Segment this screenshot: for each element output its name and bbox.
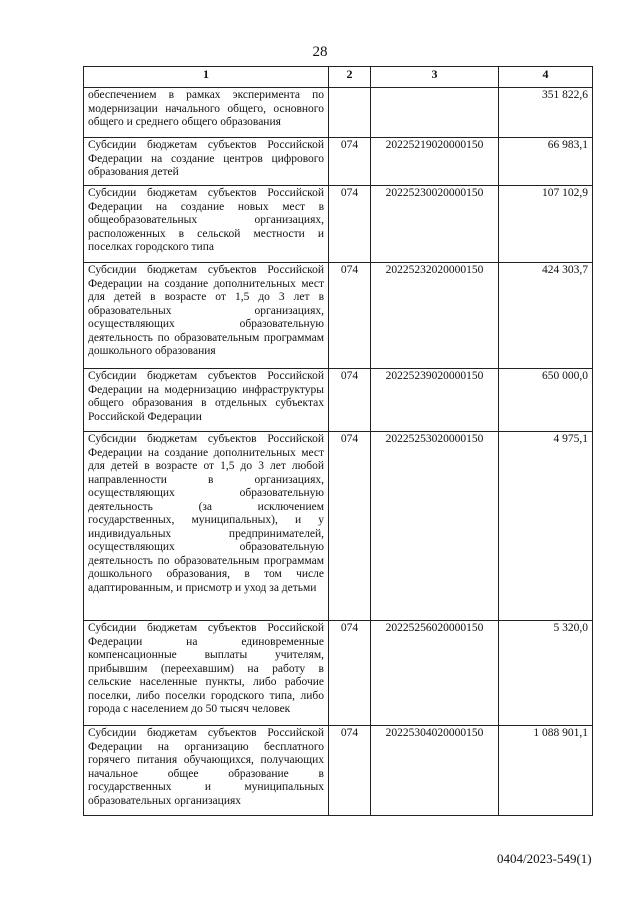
row-description: Субсидии бюджетам субъектов Российской Федерации на создание центров цифрового образования детей [84, 138, 329, 186]
table-row [84, 88, 593, 138]
row-admin-code: 074 [329, 263, 371, 369]
table-row [84, 726, 593, 816]
row-amount: 4 975,1 [499, 432, 593, 621]
row-description: Субсидии бюджетам субъектов Российской Федерации на создание дополнительных мест для детей в возрасте от 1,5 до 3 лет любой направленности в организациях, осуществляющих образовательную деятельность (за исключением государственных, муниципальных), и у индивидуальных предпринимателей, осуществляющих образовательную деятельность по образовательным программам дошкольного образования, в том числе адаптированным, и присмотр и уход за детьми [84, 432, 329, 621]
row-admin-code: 074 [329, 186, 371, 263]
row-amount: 1 088 901,1 [499, 726, 593, 816]
table-row [84, 186, 593, 263]
row-revenue-code: 20225253020000150 [371, 432, 499, 621]
page-number: 28 [312, 44, 328, 60]
column-header-3: 3 [371, 67, 499, 88]
column-header-1: 1 [84, 67, 329, 88]
row-revenue-code: 20225304020000150 [371, 726, 499, 816]
table-row [84, 369, 593, 432]
row-description: Субсидии бюджетам субъектов Российской Федерации на модернизацию инфраструктуры общего образования в отдельных субъектах Российской Федерации [84, 369, 329, 432]
row-admin-code: 074 [329, 621, 371, 726]
budget-revenue-table [83, 66, 593, 816]
row-amount: 5 320,0 [499, 621, 593, 726]
table-row [84, 263, 593, 369]
row-revenue-code: 20225232020000150 [371, 263, 499, 369]
row-amount: 107 102,9 [499, 186, 593, 263]
table-header-row [84, 67, 593, 88]
row-revenue-code [371, 88, 499, 138]
row-description: Субсидии бюджетам субъектов Российской Федерации на единовременные компенсационные выплаты учителям, прибывшим (переехавшим) на работу в сельские населенные пункты, либо рабочие поселки, либо поселки городского типа, либо города с населением до 50 тысяч человек [84, 621, 329, 726]
row-description: обеспечением в рамках эксперимента по модернизации начального общего, основного общего и среднего общего образования [84, 88, 329, 138]
row-revenue-code: 20225219020000150 [371, 138, 499, 186]
document-footer-code: 0404/2023-549(1) [497, 851, 592, 866]
row-admin-code [329, 88, 371, 138]
row-description: Субсидии бюджетам субъектов Российской Федерации на организацию бесплатного горячего питания обучающихся, получающих начальное общее образование в государственных и муниципальных образовательных организациях [84, 726, 329, 816]
column-header-4: 4 [499, 67, 593, 88]
row-amount: 424 303,7 [499, 263, 593, 369]
row-amount: 650 000,0 [499, 369, 593, 432]
row-amount: 351 822,6 [499, 88, 593, 138]
row-revenue-code: 20225256020000150 [371, 621, 499, 726]
row-amount: 66 983,1 [499, 138, 593, 186]
row-admin-code: 074 [329, 138, 371, 186]
table-row [84, 138, 593, 186]
row-admin-code: 074 [329, 726, 371, 816]
table-row [84, 432, 593, 621]
row-description: Субсидии бюджетам субъектов Российской Федерации на создание новых мест в общеобразовательных организациях, расположенных в сельской местности и поселках городского типа [84, 186, 329, 263]
row-description: Субсидии бюджетам субъектов Российской Федерации на создание дополнительных мест для детей в возрасте от 1,5 до 3 лет в образовательных организациях, осуществляющих образовательную деятельность по образовательным программам дошкольного образования [84, 263, 329, 369]
column-header-2: 2 [329, 67, 371, 88]
row-admin-code: 074 [329, 369, 371, 432]
row-admin-code: 074 [329, 432, 371, 621]
row-revenue-code: 20225230020000150 [371, 186, 499, 263]
row-revenue-code: 20225239020000150 [371, 369, 499, 432]
table-row [84, 621, 593, 726]
